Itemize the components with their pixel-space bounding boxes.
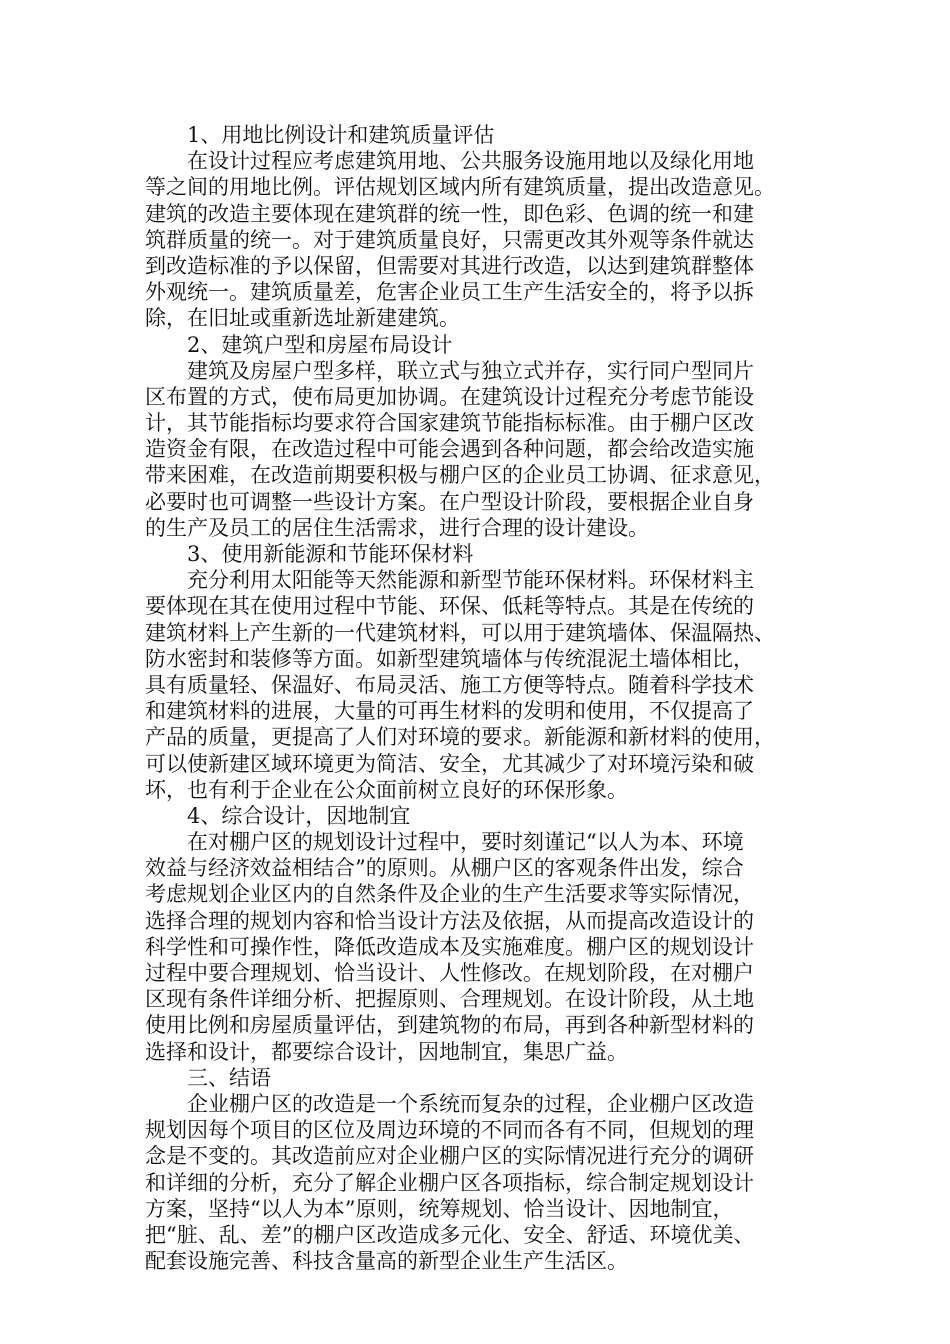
paragraph-line: 建筑及房屋户型多样，联立式与独立式并存，实行同户型同片: [187, 358, 754, 383]
paragraph-line: 可以使新建区域环境更为简洁、安全，尤其减少了对环境污染和破: [145, 751, 754, 776]
paragraph-line: 把“脏、乱、差”的棚户区改造成多元化、安全、舒适、环境优美、: [145, 1222, 755, 1247]
paragraph-line: 在对棚户区的规划设计过程中，要时刻谨记“以人为本、环境: [187, 830, 744, 855]
paragraph-line: 具有质量轻、保温好、布局灵活、施工方便等特点。随着科学技术: [145, 672, 754, 697]
section-heading: 2、建筑户型和房屋布局设计: [187, 332, 453, 357]
paragraph-line: 和详细的分析，充分了解企业棚户区各项指标，综合制定规划设计: [145, 1170, 754, 1195]
paragraph-line: 过程中要合理规划、恰当设计、人性修改。在规划阶段，在对棚户: [145, 961, 754, 985]
paragraph-line: 区布置的方式，使布局更加协调。在建筑设计过程充分考虑节能设: [145, 384, 754, 409]
paragraph-line: 等之间的用地比例。评估规划区域内所有建筑质量，提出改造意见。: [145, 175, 775, 200]
paragraph-line: 造资金有限，在改造过程中可能会遇到各种问题，都会给改造实施: [145, 437, 754, 462]
paragraph-line: 建筑的改造主要体现在建筑群的统一性，即色彩、色调的统一和建: [145, 201, 754, 226]
paragraph-line: 配套设施完善、科技含量高的新型企业生产生活区。: [145, 1249, 628, 1274]
section-heading: 三、结语: [187, 1065, 271, 1090]
paragraph-line: 要体现在其在使用过程中节能、环保、低耗等特点。其是在传统的: [145, 594, 754, 619]
section-heading: 1、用地比例设计和建筑质量评估: [187, 123, 495, 147]
paragraph-line: 防水密封和装修等方面。如新型建筑墙体与传统混泥土墙体相比，: [145, 646, 754, 671]
paragraph-line: 科学性和可操作性，降低改造成本及实施难度。棚户区的规划设计: [145, 934, 754, 959]
paragraph-line: 选择和设计，都要综合设计，因地制宜，集思广益。: [145, 1039, 628, 1064]
paragraph-line: 坏，也有利于企业在公众面前树立良好的环保形象。: [145, 777, 628, 802]
section-heading: 3、使用新能源和节能环保材料: [187, 542, 474, 566]
paragraph-line: 念是不变的。其改造前应对企业棚户区的实际情况进行充分的调研: [145, 1144, 754, 1169]
paragraph-line: 除，在旧址或重新选址新建建筑。: [145, 306, 460, 331]
paragraph-line: 区现有条件详细分析、把握原则、合理规划。在设计阶段，从土地: [145, 987, 754, 1012]
paragraph-line: 充分利用太阳能等天然能源和新型节能环保材料。环保材料主: [187, 568, 754, 593]
paragraph-line: 产品的质量，更提高了人们对环境的要求。新能源和新材料的使用，: [145, 725, 775, 750]
paragraph-line: 建筑材料上产生新的一代建筑材料，可以用于建筑墙体、保温隔热、: [145, 620, 775, 645]
paragraph-line: 和建筑材料的进展，大量的可再生材料的发明和使用，不仅提高了: [145, 699, 754, 724]
paragraph-line: 企业棚户区的改造是一个系统而复杂的过程，企业棚户区改造: [187, 1091, 754, 1116]
document-body: [145, 122, 809, 1274]
paragraph-line: 使用比例和房屋质量评估，到建筑物的布局，再到各种新型材料的: [145, 1013, 754, 1038]
paragraph-line: 必要时也可调整一些设计方案。在户型设计阶段，要根据企业自身: [145, 489, 754, 514]
paragraph-line: 在设计过程应考虑建筑用地、公共服务设施用地以及绿化用地: [187, 149, 754, 174]
paragraph-line: 选择合理的规划内容和恰当设计方法及依据，从而提高改造设计的: [145, 908, 754, 933]
paragraph-line: 计，其节能指标均要求符合国家建筑节能指标标准。由于棚户区改: [145, 411, 754, 436]
paragraph-line: 筑群质量的统一。对于建筑质量良好，只需更改其外观等条件就达: [145, 227, 754, 252]
paragraph-line: 方案，坚持“以人为本”原则，统筹规划、恰当设计、因地制宜，: [145, 1196, 734, 1221]
paragraph-line: 考虑规划企业区内的自然条件及企业的生产生活要求等实际情况，: [145, 882, 754, 907]
paragraph-line: 的生产及员工的居住生活需求，进行合理的设计建设。: [145, 515, 649, 540]
paragraph-line: 到改造标准的予以保留，但需要对其进行改造，以达到建筑群整体: [145, 253, 754, 278]
paragraph-line: 外观统一。建筑质量差，危害企业员工生产生活安全的，将予以拆: [145, 280, 754, 305]
paragraph-line: 规划因每个项目的区位及周边环境的不同而各有不同，但规划的理: [145, 1118, 754, 1143]
paragraph-line: 带来困难，在改造前期要积极与棚户区的企业员工协调、征求意见，: [145, 463, 775, 488]
section-heading: 4、综合设计，因地制宜: [187, 803, 411, 828]
paragraph-line: 效益与经济效益相结合”的原则。从棚户区的客观条件出发，综合: [145, 856, 744, 881]
